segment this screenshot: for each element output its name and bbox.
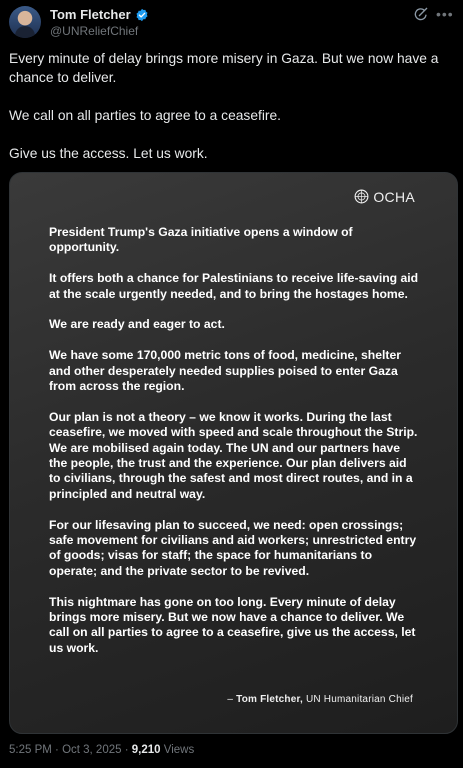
statement-paragraph: Our plan is not a theory – we know it works. During the last ceasefire, we moved with speed and scale throughout the Strip. We are mobilised again today. The UN and our partners have the people, the trust and the experience. Our plan delivers aid to civilians, through the safest and most direct routes, and in a principled and neutral way.: [49, 409, 418, 501]
tweet-time[interactable]: 5:25 PM: [9, 744, 52, 756]
meta-separator: ·: [121, 744, 132, 756]
signature-name: Tom Fletcher,: [236, 694, 303, 705]
tweet-meta: [9, 744, 194, 756]
statement-signature: [227, 694, 413, 705]
statement-body: [49, 225, 421, 672]
meta-separator: ·: [51, 744, 63, 756]
statement-paragraph: President Trump's Gaza initiative opens a window of opportunity.: [49, 225, 353, 255]
grok-icon[interactable]: [413, 6, 429, 22]
statement-paragraph: For our lifesaving plan to succeed, we need: open crossings; safe movement for civilians and aid workers; unrestricted entry of goods; visas for staff; the space for humanitarians to operate; and the private sector to be revived.: [49, 517, 417, 578]
ocha-logo: [353, 188, 415, 205]
statement-paragraph: We are ready and eager to act.: [49, 317, 225, 332]
verified-badge-icon: [135, 8, 149, 22]
statement-paragraph: It offers both a chance for Palestinians to receive life-saving aid at the scale urgently needed, and to bring the hostages home.: [49, 271, 419, 301]
signature-dash: –: [227, 694, 237, 705]
tweet-date[interactable]: Oct 3, 2025: [62, 744, 122, 756]
author-handle[interactable]: @UNReliefChief: [50, 24, 139, 38]
statement-image[interactable]: [9, 172, 458, 734]
tweet-header: [9, 6, 463, 42]
author-name[interactable]: Tom Fletcher: [50, 7, 131, 22]
more-options-icon[interactable]: •••: [436, 6, 454, 22]
statement-paragraph: This nightmare has gone on too long. Every minute of delay brings more misery. But we now have a chance to deliver. We call on all parties to agree to a ceasefire, give us the access, let us work.: [49, 594, 416, 655]
signature-title: UN Humanitarian Chief: [303, 694, 413, 705]
views-count: 9,210: [131, 744, 161, 756]
avatar[interactable]: [9, 6, 41, 38]
tweet-paragraph: Every minute of delay brings more misery in Gaza. But we now have a chance to deliver.: [9, 51, 439, 85]
tweet-text: [9, 49, 454, 182]
ocha-logo-text: OCHA: [373, 188, 415, 205]
author-name-row: [50, 7, 149, 22]
un-emblem-icon: [353, 188, 370, 205]
views-label: Views: [160, 744, 195, 756]
tweet-paragraph: Give us the access. Let us work.: [9, 146, 208, 161]
tweet-paragraph: We call on all parties to agree to a ceasefire.: [9, 108, 281, 123]
statement-paragraph: We have some 170,000 metric tons of food, medicine, shelter and other desperately needed supplies poised to enter Gaza from across the region.: [49, 348, 401, 394]
